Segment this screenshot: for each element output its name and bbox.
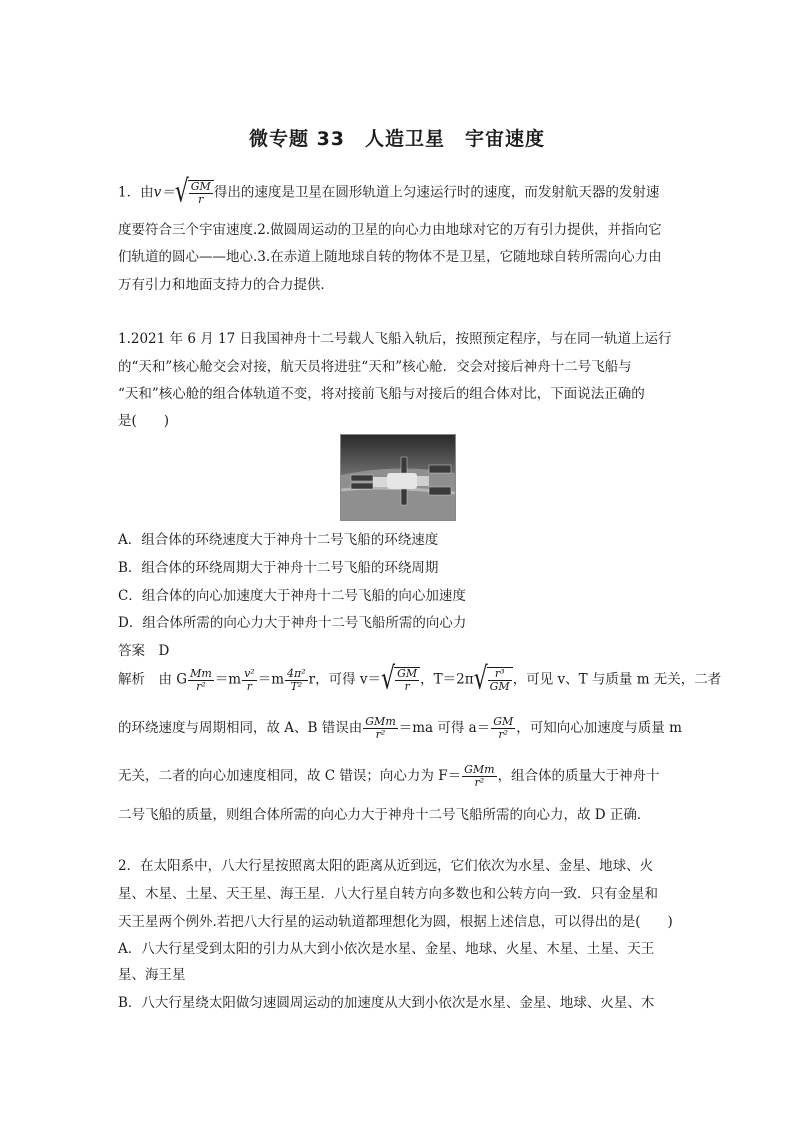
intro-line-4: 万有引力和地面支持力的合力提供． xyxy=(118,277,334,293)
intro-line-3: 们轨道的圆心——地心.3.在赤道上随地球自转的物体不是卫星，它随地球自转所需向心力由 xyxy=(118,249,662,265)
q1-explanation-line-4: 二号飞船的质量，则组合体所需的向心力大于神舟十二号飞船所需的向心力，故 D 正确． xyxy=(118,807,651,823)
fraction: $\frac{\text{v²}}{r}$ xyxy=(244,666,255,693)
q2-option-a-line-1: A．八大行星受到太阳的引力从大到小依次是水星、金星、地球、火星、木星、土星、天王 xyxy=(118,941,655,957)
q2-line-3: 天王星两个例外.若把八大行星的运动轨道都理想化为圆，根据上述信息，可以得出的是( ) xyxy=(118,914,673,930)
sqrt-sign: √ xyxy=(381,661,396,697)
fraction: $\frac{GM}{r}$ xyxy=(397,667,418,693)
q1-explanation-line-1: 解析 由 G $\frac{Mm}{\text{r²}}$ ＝m $\frac{\text{v²}}{r}$ ＝m $\frac{\text{4π²}}{\text{T²}}$ r，可得 v＝√ $\frac{GM}{r}$ ，T＝2π√ $\frac{\text{r³}}{GM}$ ，可见 v、T 与质量 m 无关，二者 xyxy=(118,661,722,697)
q1-option-b: B．组合体的环绕周期大于神舟十二号飞船的环绕周期 xyxy=(118,560,439,576)
q1-explanation-line-2: 的环绕速度与周期相同，故 A、B 错误由 $\frac{\text{GMm}}{\text{r²}}$ ＝ma 可得 a＝ $\frac{GM}{\text{r²}}$ ，可知向心加速度与质量 m xyxy=(118,715,682,741)
sqrt-body xyxy=(188,180,214,206)
q1-option-c: C．组合体的向心加速度大于神舟十二号飞船的向心加速度 xyxy=(118,588,466,604)
page-title: 微专题 33 人造卫星 宇宙速度 xyxy=(248,128,546,150)
space-station-photo xyxy=(340,434,456,521)
space-station-image xyxy=(341,435,455,520)
q1-line-4: 是( ) xyxy=(118,413,170,429)
fraction: $\frac{Mm}{\text{r²}}$ xyxy=(190,666,212,693)
fraction: $\frac{\text{GMm}}{\text{r²}}$ xyxy=(464,763,495,789)
q2-option-b-line-1: B．八大行星绕太阳做匀速圆周运动的加速度从大到小依次是水星、金星、地球、火星、木 xyxy=(118,995,655,1011)
q2-line-1: 2．在太阳系中，八大行星按照离太阳的距离从近到远，它们依次为水星、金星、地球、火 xyxy=(118,858,654,874)
q1-answer: 答案 D xyxy=(118,643,170,659)
intro-line-1 xyxy=(118,174,660,210)
fraction: $\frac{\text{4π²}}{\text{T²}}$ xyxy=(287,666,306,693)
fraction: $\frac{GM}{\text{r²}}$ xyxy=(493,715,514,741)
sqrt-sign: √ xyxy=(174,174,189,210)
intro-text: 1．由 xyxy=(118,184,154,201)
fraction: $\frac{GM}{r}$ xyxy=(190,180,211,206)
q1-line-2: 的“天和”核心舱交会对接，航天员将进驻“天和”核心舱．交会对接后神舟十二号飞船与 xyxy=(118,359,632,375)
q1-option-a: A．组合体的环绕速度大于神舟十二号飞船的环绕速度 xyxy=(118,532,439,548)
fraction: $\frac{\text{r³}}{GM}$ xyxy=(489,667,510,693)
q1-line-1: 1.2021 年 6 月 17 日我国神舟十二号载人飞船入轨后，按照预定程序，与在同一轨道上运行 xyxy=(118,331,672,347)
q1-option-d: D．组合体所需的向心力大于神舟十二号飞船所需的向心力 xyxy=(118,615,467,631)
sqrt-sign: √ xyxy=(473,661,488,697)
intro-line-2: 度要符合三个宇宙速度.2.做圆周运动的卫星的向心力由地球对它的万有引力提供，并指向它 xyxy=(118,222,662,238)
q2-line-2: 星、木星、土星、天王星、海王星．八大行星自转方向多数也和公转方向一致．只有金星和 xyxy=(118,886,658,902)
fraction: $\frac{\text{GMm}}{\text{r²}}$ xyxy=(365,715,396,741)
formula-v: v＝ xyxy=(153,184,175,201)
q1-line-3: “天和”核心舱的组合体轨道不变，将对接前飞船与对接后的组合体对比，下面说法正确的 xyxy=(118,386,645,402)
q1-explanation-line-3: 无关，二者的向心加速度相同，故 C 错误；向心力为 F＝ $\frac{\text{GMm}}{\text{r²}}$ ，组合体的质量大于神舟十 xyxy=(118,763,660,789)
q2-option-a-line-2: 星、海王星 xyxy=(118,967,186,983)
intro-text: 得出的速度是卫星在圆形轨道上匀速运行时的速度，而发射航天器的发射速 xyxy=(213,184,660,201)
